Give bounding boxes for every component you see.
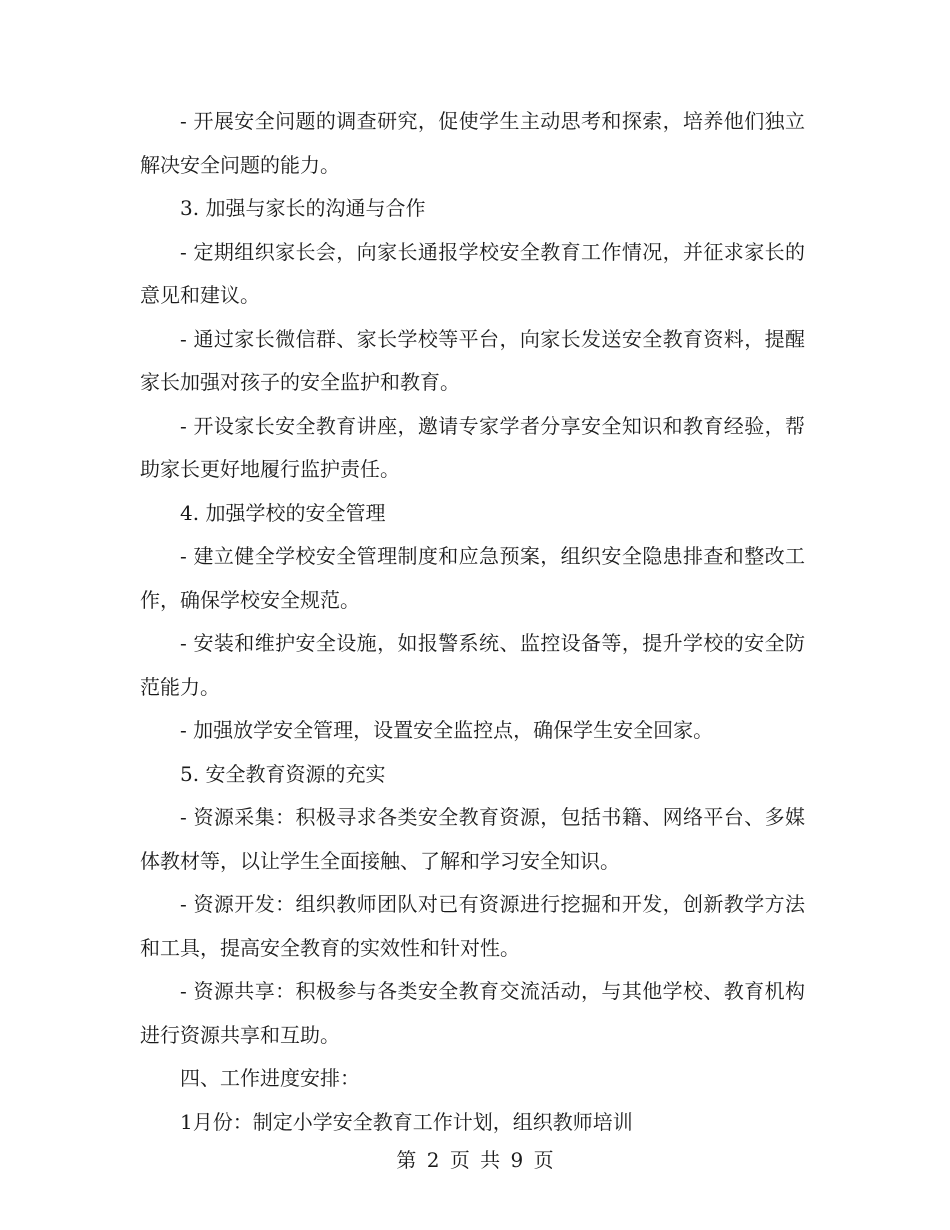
chapter-heading: 四、工作进度安排： xyxy=(180,1066,360,1090)
paragraph: - 定期组织家长会，向家长通报学校安全教育工作情况，并征求家长的意见和建议。 xyxy=(140,239,805,307)
paragraph: - 资源采集：积极寻求各类安全教育资源，包括书籍、网络平台、多媒体教材等，以让学生全面接触、了解和学习安全知识。 xyxy=(140,805,805,873)
paragraph: - 建立健全学校安全管理制度和应急预案，组织安全隐患排查和整改工作，确保学校安全规范。 xyxy=(140,544,805,612)
paragraph: - 通过家长微信群、家长学校等平台，向家长发送安全教育资料，提醒家长加强对孩子的安全监护和教育。 xyxy=(140,326,805,394)
section-heading: 3. 加强与家长的沟通与合作 xyxy=(180,196,426,220)
paragraph: - 安装和维护安全设施，如报警系统、监控设备等，提升学校的安全防范能力。 xyxy=(140,631,805,699)
paragraph: - 开设家长安全教育讲座，邀请专家学者分享安全知识和教育经验，帮助家长更好地履行监护责任。 xyxy=(140,413,805,481)
page-number-footer: 第 2 页 共 9 页 xyxy=(396,1148,554,1172)
paragraph: - 开展安全问题的调查研究，促使学生主动思考和探索，培养他们独立解决安全问题的能力。 xyxy=(140,109,805,177)
paragraph: - 资源开发：组织教师团队对已有资源进行挖掘和开发，创新教学方法和工具，提高安全教育的实效性和针对性。 xyxy=(140,892,805,960)
paragraph: - 资源共享：积极参与各类安全教育交流活动，与其他学校、教育机构进行资源共享和互助。 xyxy=(140,979,805,1047)
paragraph: - 加强放学安全管理，设置安全监控点，确保学生安全回家。 xyxy=(180,718,714,742)
section-heading: 5. 安全教育资源的充实 xyxy=(180,761,386,786)
document-body xyxy=(140,100,805,1144)
section-heading: 4. 加强学校的安全管理 xyxy=(180,500,386,525)
paragraph: 1月份：制定小学安全教育工作计划，组织教师培训 xyxy=(180,1109,633,1134)
